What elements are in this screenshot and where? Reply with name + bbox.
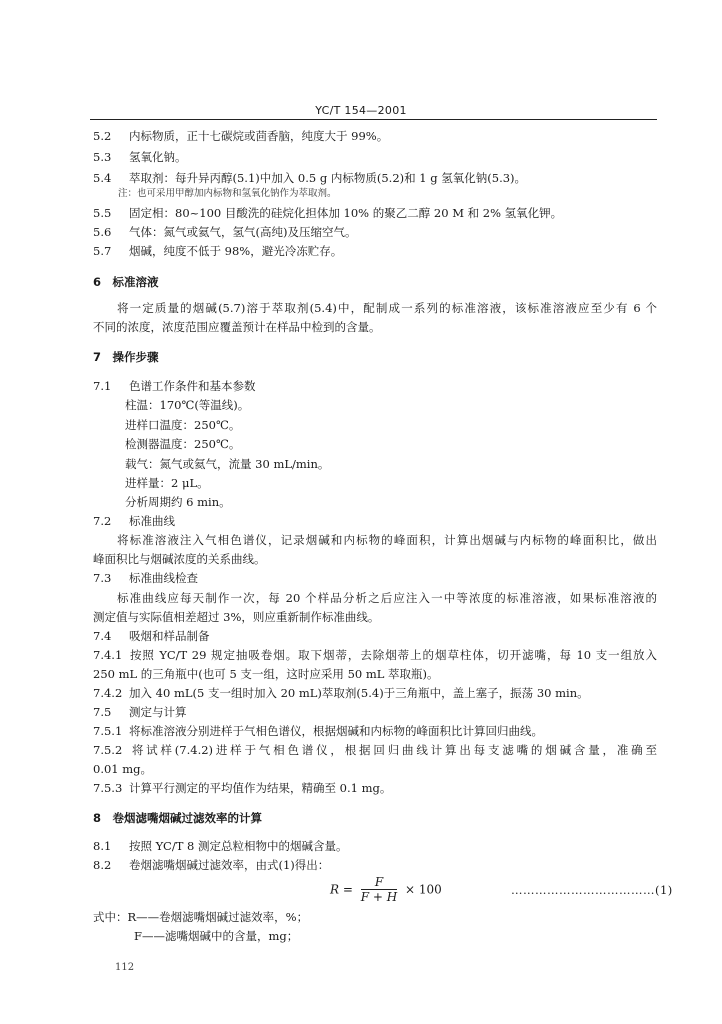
clause-7-5-3 bbox=[93, 781, 391, 795]
clause-number: 5.7 bbox=[93, 244, 112, 258]
clause-number: 7.2 bbox=[93, 514, 112, 528]
equation-number: (1) bbox=[655, 883, 673, 897]
standard-number-header: YC/T 154—2001 bbox=[315, 104, 407, 117]
formula-multiplier: × 100 bbox=[405, 882, 442, 897]
section-6-para-line1: 将一定质量的烟碱(5.7)溶于萃取剂(5.4)中，配制成一系列的标准溶液，该标准溶液应至少有 6 个 bbox=[117, 301, 657, 315]
condition-carrier-gas: 载气：氮气或氦气，流量 30 mL/min。 bbox=[125, 457, 330, 471]
clause-5-4 bbox=[93, 171, 526, 185]
clause-5-5 bbox=[93, 206, 562, 220]
clause-number: 7.5 bbox=[93, 705, 112, 719]
clause-7-1 bbox=[93, 379, 256, 393]
section-7-title: 7 操作步骤 bbox=[93, 350, 159, 364]
formula-denominator: F + H bbox=[360, 890, 398, 904]
clause-7-4-2 bbox=[93, 686, 589, 700]
formula-fraction bbox=[361, 876, 397, 904]
header-rule bbox=[90, 119, 657, 120]
section-6-para-line2: 不同的浓度，浓度范围应覆盖预计在样品中检到的含量。 bbox=[93, 320, 381, 334]
equation-leader bbox=[511, 883, 673, 897]
clause-text: 烟碱，纯度不低于 98%，避光冷冻贮存。 bbox=[129, 244, 343, 258]
clause-7-4-1-line2: 250 mL 的三角瓶中(也可 5 支一组，这时应采用 50 mL 萃取瓶)。 bbox=[93, 667, 439, 681]
clause-number: 7.5.1 bbox=[93, 724, 123, 738]
clause-text: 萃取剂：每升异丙醇(5.1)中加入 0.5 g 内标物质(5.2)和 1 g 氢氧化钠(5.3)。 bbox=[129, 171, 527, 185]
page-number: 112 bbox=[115, 962, 135, 973]
clause-number: 7.3 bbox=[93, 571, 112, 585]
clause-number: 8.2 bbox=[93, 858, 112, 872]
clause-text: 测定与计算 bbox=[129, 705, 187, 719]
clause-8-2 bbox=[93, 858, 329, 872]
clause-text: 将试样(7.4.2)进样于气相色谱仪，根据回归曲线计算出每支滤嘴的烟碱含量，准确至 bbox=[129, 743, 657, 757]
condition-analysis-cycle: 分析周期约 6 min。 bbox=[125, 495, 231, 509]
clause-number: 5.2 bbox=[93, 129, 112, 143]
clause-number: 5.3 bbox=[93, 150, 112, 164]
clause-number: 7.1 bbox=[93, 379, 112, 393]
clause-text: 标准曲线 bbox=[129, 514, 175, 528]
clause-number: 7.4.2 bbox=[93, 686, 123, 700]
clause-number: 5.5 bbox=[93, 206, 112, 220]
clause-text: 标准曲线检查 bbox=[129, 571, 198, 585]
clause-7-2-para-line1: 将标准溶液注入气相色谱仪，记录烟碱和内标物的峰面积，计算出烟碱与内标物的峰面积比，做出 bbox=[117, 533, 657, 547]
clause-number: 5.4 bbox=[93, 171, 112, 185]
condition-column-temp: 柱温：170℃(等温线)。 bbox=[125, 398, 250, 412]
clause-7-3-para-line2: 测定值与实际值相差超过 3%，则应重新制作标准曲线。 bbox=[93, 610, 380, 624]
efficiency-formula bbox=[330, 876, 442, 904]
clause-7-2-para-line2: 峰面积比与烟碱浓度的关系曲线。 bbox=[93, 552, 266, 566]
formula-numerator: F bbox=[361, 876, 397, 890]
where-line-2: F——滤嘴烟碱中的含量，mg； bbox=[134, 929, 299, 943]
clause-number: 7.5.3 bbox=[93, 781, 123, 795]
clause-5-7 bbox=[93, 244, 342, 258]
clause-number: 7.4.1 bbox=[93, 648, 123, 662]
clause-7-5-2-line1 bbox=[93, 743, 657, 757]
condition-inlet-temp: 进样口温度：250℃。 bbox=[125, 418, 241, 432]
clause-5-6 bbox=[93, 225, 356, 239]
clause-text: 加入 40 mL(5 支一组时加入 20 mL)萃取剂(5.4)于三角瓶中，盖上塞子，振荡 30 min。 bbox=[129, 686, 589, 700]
clause-7-3-para-line1: 标准曲线应每天制作一次，每 20 个样品分析之后应注入一中等浓度的标准溶液，如果标准溶液的 bbox=[117, 591, 657, 605]
clause-7-4 bbox=[93, 629, 210, 643]
equation-dots: ……………………………… bbox=[511, 883, 655, 897]
formula-lhs: R = bbox=[330, 882, 353, 897]
clause-5-3 bbox=[93, 150, 187, 164]
clause-text: 按照 YC/T 8 测定总粒相物中的烟碱含量。 bbox=[129, 839, 348, 853]
clause-5-2 bbox=[93, 129, 388, 143]
clause-7-5 bbox=[93, 705, 187, 719]
condition-detector-temp: 检测器温度：250℃。 bbox=[125, 437, 241, 451]
note-5-4: 注：也可采用甲醇加内标物和氢氧化钠作为萃取剂。 bbox=[118, 188, 337, 199]
clause-text: 色谱工作条件和基本参数 bbox=[129, 379, 256, 393]
clause-7-4-1-line1 bbox=[93, 648, 657, 662]
clause-8-1 bbox=[93, 839, 348, 853]
clause-number: 7.5.2 bbox=[93, 743, 123, 757]
clause-text: 计算平行测定的平均值作为结果，精确至 0.1 mg。 bbox=[129, 781, 392, 795]
clause-7-2 bbox=[93, 514, 175, 528]
condition-injection-volume: 进样量：2 μL。 bbox=[125, 476, 209, 490]
clause-text: 卷烟滤嘴烟碱过滤效率，由式(1)得出： bbox=[129, 858, 330, 872]
clause-number: 5.6 bbox=[93, 225, 112, 239]
section-6-title: 6 标准溶液 bbox=[93, 275, 159, 289]
clause-text: 内标物质，正十七碳烷或茴香脑，纯度大于 99%。 bbox=[129, 129, 389, 143]
clause-text: 将标准溶液分别进样于气相色谱仪，根据烟碱和内标物的峰面积比计算回归曲线。 bbox=[129, 724, 543, 738]
clause-text: 气体：氮气或氦气，氢气(高纯)及压缩空气。 bbox=[129, 225, 357, 239]
clause-number: 8.1 bbox=[93, 839, 112, 853]
section-8-title: 8 卷烟滤嘴烟碱过滤效率的计算 bbox=[93, 811, 262, 825]
clause-text: 氢氧化钠。 bbox=[129, 150, 187, 164]
clause-text: 按照 YC/T 29 规定抽吸卷烟。取下烟蒂，去除烟蒂上的烟草柱体，切开滤嘴，每 10 支一组放入 bbox=[129, 648, 657, 662]
clause-7-5-1 bbox=[93, 724, 543, 738]
clause-7-3 bbox=[93, 571, 198, 585]
clause-7-5-2-line2: 0.01 mg。 bbox=[93, 762, 153, 776]
clause-text: 固定相：80~100 目酸洗的硅烷化担体加 10% 的聚乙二醇 20 M 和 2% 氢氧化钾。 bbox=[129, 206, 563, 220]
clause-number: 7.4 bbox=[93, 629, 112, 643]
where-line-1: 式中：R——卷烟滤嘴烟碱过滤效率，%； bbox=[93, 910, 309, 924]
clause-text: 吸烟和样品制备 bbox=[129, 629, 210, 643]
